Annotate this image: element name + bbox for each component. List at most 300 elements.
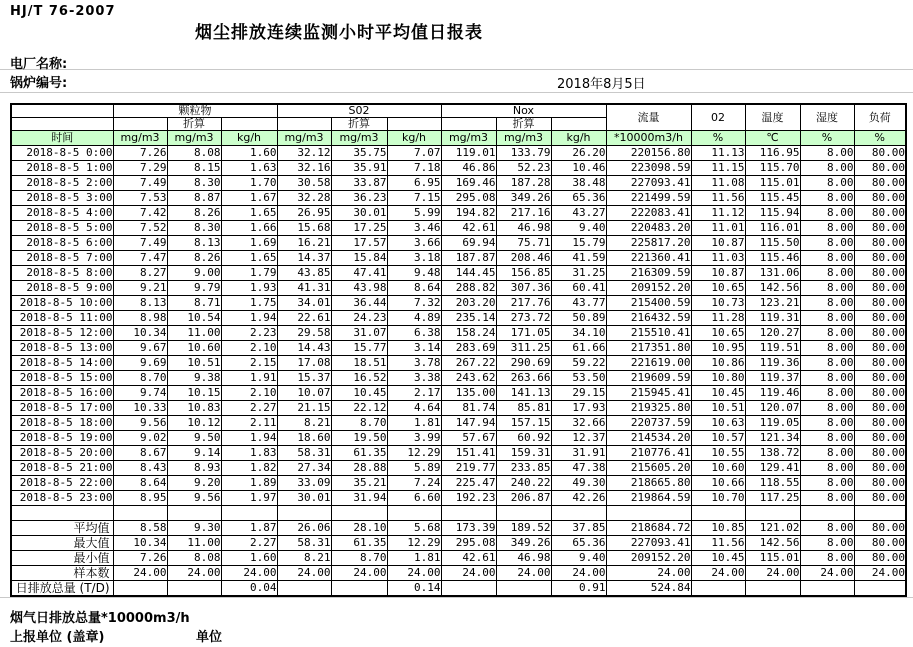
- cell: 6.38: [387, 326, 441, 341]
- summary-row: [11, 581, 906, 597]
- cell: 80.00: [854, 371, 906, 386]
- empty-cell: [691, 506, 745, 521]
- cell: 10.12: [167, 416, 221, 431]
- cell: 10.51: [167, 356, 221, 371]
- cell: 1.82: [221, 461, 277, 476]
- cell: 8.08: [167, 146, 221, 161]
- cell: 216309.59: [606, 266, 691, 281]
- cell: 9.56: [113, 416, 167, 431]
- cell: 58.31: [277, 536, 331, 551]
- cell: 10.45: [691, 386, 745, 401]
- so2-converted-header: 折算: [331, 118, 387, 131]
- cell: 10.66: [691, 476, 745, 491]
- cell: 7.24: [387, 476, 441, 491]
- cell: 10.51: [691, 401, 745, 416]
- cell: 151.41: [441, 446, 496, 461]
- cell: 10.87: [691, 266, 745, 281]
- cell: 221499.59: [606, 191, 691, 206]
- cell: 14.43: [277, 341, 331, 356]
- load-header: 负荷: [854, 104, 906, 131]
- data-row: [11, 326, 906, 341]
- cell: 80.00: [854, 266, 906, 281]
- cell: 3.99: [387, 431, 441, 446]
- cell: 115.70: [745, 161, 800, 176]
- cell: 119.51: [745, 341, 800, 356]
- cell: 11.00: [167, 536, 221, 551]
- cell: 8.70: [331, 551, 387, 566]
- cell: 24.00: [167, 566, 221, 581]
- cell: 9.40: [551, 221, 606, 236]
- summary-label-cell: [11, 581, 113, 597]
- cell: 4.89: [387, 311, 441, 326]
- cell: 1.70: [221, 176, 277, 191]
- cell: 119.05: [745, 416, 800, 431]
- cell: 11.08: [691, 176, 745, 191]
- cell: 225.47: [441, 476, 496, 491]
- cell: 8.00: [800, 491, 854, 506]
- cell: 203.20: [441, 296, 496, 311]
- cell: 28.10: [331, 521, 387, 536]
- time-cell: 2018-8-5 11:00: [11, 311, 113, 326]
- cell: 61.35: [331, 536, 387, 551]
- cell: 138.72: [745, 446, 800, 461]
- data-row: [11, 311, 906, 326]
- cell: [441, 581, 496, 597]
- cell: 215510.41: [606, 326, 691, 341]
- cell: 8.67: [113, 446, 167, 461]
- unit-cell: kg/h: [221, 131, 277, 146]
- cell: 31.94: [331, 491, 387, 506]
- cell: 349.26: [496, 536, 551, 551]
- cell: 37.85: [551, 521, 606, 536]
- cell: 144.45: [441, 266, 496, 281]
- data-row: [11, 191, 906, 206]
- cell: 8.00: [800, 341, 854, 356]
- cell: 8.00: [800, 476, 854, 491]
- cell: 119.31: [745, 311, 800, 326]
- cell: 119.01: [441, 146, 496, 161]
- cell: 18.51: [331, 356, 387, 371]
- cell: 1.91: [221, 371, 277, 386]
- cell: 7.52: [113, 221, 167, 236]
- cell: 219325.80: [606, 401, 691, 416]
- cell: 240.22: [496, 476, 551, 491]
- empty-cell: [331, 506, 387, 521]
- cell: 22.61: [277, 311, 331, 326]
- cell: 115.94: [745, 206, 800, 221]
- cell: 17.25: [331, 221, 387, 236]
- cell: 36.44: [331, 296, 387, 311]
- cell: 116.01: [745, 221, 800, 236]
- cell: 1.65: [221, 206, 277, 221]
- cell: 15.68: [277, 221, 331, 236]
- cell: 2.10: [221, 341, 277, 356]
- cell: 46.98: [496, 551, 551, 566]
- cell: 10.33: [113, 401, 167, 416]
- cell: 7.26: [113, 146, 167, 161]
- cell: 267.22: [441, 356, 496, 371]
- cell: 80.00: [854, 521, 906, 536]
- data-row: [11, 161, 906, 176]
- cell: 10.34: [113, 536, 167, 551]
- cell: 26.95: [277, 206, 331, 221]
- empty-cell: [854, 506, 906, 521]
- cell: 24.00: [691, 566, 745, 581]
- cell: 47.41: [331, 266, 387, 281]
- cell: 8.13: [167, 236, 221, 251]
- empty-cell: [387, 506, 441, 521]
- cell: 8.00: [800, 161, 854, 176]
- cell: 263.66: [496, 371, 551, 386]
- time-cell: 2018-8-5 21:00: [11, 461, 113, 476]
- cell: 171.05: [496, 326, 551, 341]
- cell: 8.26: [167, 251, 221, 266]
- header-spacer: [11, 118, 113, 131]
- summary-row: [11, 521, 906, 536]
- cell: 8.00: [800, 296, 854, 311]
- cell: 80.00: [854, 206, 906, 221]
- cell: 169.46: [441, 176, 496, 191]
- cell: 24.23: [331, 311, 387, 326]
- cell: 85.81: [496, 401, 551, 416]
- cell: 10.45: [691, 551, 745, 566]
- cell: 8.71: [167, 296, 221, 311]
- header-spacer: [551, 118, 606, 131]
- cell: 7.32: [387, 296, 441, 311]
- data-row: [11, 251, 906, 266]
- unit-label: 单位: [196, 630, 223, 645]
- cell: 26.06: [277, 521, 331, 536]
- cell: 295.08: [441, 536, 496, 551]
- cell: 115.45: [745, 191, 800, 206]
- cell: 2.11: [221, 416, 277, 431]
- cell: 15.84: [331, 251, 387, 266]
- header-spacer: [441, 118, 496, 131]
- cell: 0.14: [387, 581, 441, 597]
- cell: 8.58: [113, 521, 167, 536]
- cell: 80.00: [854, 386, 906, 401]
- header-spacer: [387, 118, 441, 131]
- cell: 80.00: [854, 356, 906, 371]
- cell: 9.79: [167, 281, 221, 296]
- cell: 227093.41: [606, 176, 691, 191]
- unit-cell: mg/m3: [167, 131, 221, 146]
- cell: 524.84: [606, 581, 691, 597]
- cell: 7.15: [387, 191, 441, 206]
- cell: 9.48: [387, 266, 441, 281]
- cell: 24.00: [331, 566, 387, 581]
- cell: [745, 581, 800, 597]
- cell: 8.95: [113, 491, 167, 506]
- cell: 1.75: [221, 296, 277, 311]
- cell: 147.94: [441, 416, 496, 431]
- cell: 119.46: [745, 386, 800, 401]
- cell: 80.00: [854, 326, 906, 341]
- cell: 8.00: [800, 311, 854, 326]
- cell: 80.00: [854, 401, 906, 416]
- so2-group-header: S02: [277, 104, 441, 118]
- cell: 9.69: [113, 356, 167, 371]
- cell: 209152.20: [606, 281, 691, 296]
- cell: 243.62: [441, 371, 496, 386]
- cell: 115.46: [745, 251, 800, 266]
- cell: 24.00: [606, 566, 691, 581]
- cell: 8.70: [113, 371, 167, 386]
- cell: 8.00: [800, 461, 854, 476]
- cell: 9.40: [551, 551, 606, 566]
- cell: 60.41: [551, 281, 606, 296]
- cell: 7.26: [113, 551, 167, 566]
- time-cell: 2018-8-5 19:00: [11, 431, 113, 446]
- cell: 120.27: [745, 326, 800, 341]
- cell: 221360.41: [606, 251, 691, 266]
- cell: 9.50: [167, 431, 221, 446]
- cell: 61.35: [331, 446, 387, 461]
- time-cell: 2018-8-5 22:00: [11, 476, 113, 491]
- cell: 8.00: [800, 281, 854, 296]
- cell: 12.29: [387, 536, 441, 551]
- empty-cell: [167, 506, 221, 521]
- time-cell: 2018-8-5 18:00: [11, 416, 113, 431]
- cell: 3.14: [387, 341, 441, 356]
- cell: 187.87: [441, 251, 496, 266]
- cell: 10.65: [691, 326, 745, 341]
- cell: 9.21: [113, 281, 167, 296]
- cell: 121.34: [745, 431, 800, 446]
- cell: 17.57: [331, 236, 387, 251]
- cell: 11.13: [691, 146, 745, 161]
- cell: 10.63: [691, 416, 745, 431]
- cell: 6.95: [387, 176, 441, 191]
- cell: 220156.80: [606, 146, 691, 161]
- cell: 1.65: [221, 251, 277, 266]
- summary-label: 样本数: [73, 566, 110, 580]
- cell: 10.83: [167, 401, 221, 416]
- cell: 58.31: [277, 446, 331, 461]
- cell: 11.56: [691, 536, 745, 551]
- o2-header: 02: [691, 104, 745, 131]
- cell: 222083.41: [606, 206, 691, 221]
- cell: 1.67: [221, 191, 277, 206]
- header-spacer: [221, 118, 277, 131]
- cell: 31.07: [331, 326, 387, 341]
- cell: [854, 581, 906, 597]
- cell: 80.00: [854, 446, 906, 461]
- time-cell: 2018-8-5 7:00: [11, 251, 113, 266]
- cell: 10.80: [691, 371, 745, 386]
- cell: 10.73: [691, 296, 745, 311]
- cell: 10.65: [691, 281, 745, 296]
- cell: 32.16: [277, 161, 331, 176]
- cell: 4.64: [387, 401, 441, 416]
- cell: 11.01: [691, 221, 745, 236]
- cell: 36.23: [331, 191, 387, 206]
- data-row: [11, 206, 906, 221]
- cell: 34.10: [551, 326, 606, 341]
- summary-label: 平均值: [73, 521, 110, 535]
- time-cell: 2018-8-5 14:00: [11, 356, 113, 371]
- time-cell: 2018-8-5 23:00: [11, 491, 113, 506]
- cell: 32.12: [277, 146, 331, 161]
- cell: 80.00: [854, 491, 906, 506]
- cell: 42.61: [441, 221, 496, 236]
- cell: 8.00: [800, 521, 854, 536]
- data-row: [11, 431, 906, 446]
- cell: 11.15: [691, 161, 745, 176]
- flow-header: 流量: [606, 104, 691, 131]
- cell: 9.14: [167, 446, 221, 461]
- cell: 8.98: [113, 311, 167, 326]
- time-header: 时间: [11, 131, 113, 146]
- cell: 214534.20: [606, 431, 691, 446]
- cell: 288.82: [441, 281, 496, 296]
- cell: 10.70: [691, 491, 745, 506]
- cell: 121.02: [745, 521, 800, 536]
- cell: 187.28: [496, 176, 551, 191]
- cell: 53.50: [551, 371, 606, 386]
- cell: 273.72: [496, 311, 551, 326]
- unit-cell: mg/m3: [441, 131, 496, 146]
- cell: 57.67: [441, 431, 496, 446]
- cell: 217.16: [496, 206, 551, 221]
- cell: 2.15: [221, 356, 277, 371]
- cell: 10.60: [691, 461, 745, 476]
- cell: 9.67: [113, 341, 167, 356]
- time-cell: 2018-8-5 6:00: [11, 236, 113, 251]
- cell: 24.00: [387, 566, 441, 581]
- cell: 3.18: [387, 251, 441, 266]
- cell: 8.70: [331, 416, 387, 431]
- cell: 217.76: [496, 296, 551, 311]
- cell: 11.28: [691, 311, 745, 326]
- nox-group-header: Nox: [441, 104, 606, 118]
- cell: 10.45: [331, 386, 387, 401]
- cell: 80.00: [854, 191, 906, 206]
- cell: 24.00: [113, 566, 167, 581]
- cell: 9.56: [167, 491, 221, 506]
- cell: 80.00: [854, 431, 906, 446]
- cell: 38.48: [551, 176, 606, 191]
- data-row: [11, 401, 906, 416]
- time-cell: 2018-8-5 12:00: [11, 326, 113, 341]
- separator-row: [11, 506, 906, 521]
- cell: 227093.41: [606, 536, 691, 551]
- cell: 290.69: [496, 356, 551, 371]
- cell: 8.00: [800, 536, 854, 551]
- cell: 206.87: [496, 491, 551, 506]
- cell: 173.39: [441, 521, 496, 536]
- cell: 8.00: [800, 551, 854, 566]
- cell: 0.04: [221, 581, 277, 597]
- cell: 117.25: [745, 491, 800, 506]
- cell: 129.41: [745, 461, 800, 476]
- empty-cell: [606, 506, 691, 521]
- cell: 24.00: [277, 566, 331, 581]
- cell: 123.21: [745, 296, 800, 311]
- data-row: [11, 416, 906, 431]
- unit-cell: %: [800, 131, 854, 146]
- cell: 156.85: [496, 266, 551, 281]
- cell: 61.66: [551, 341, 606, 356]
- cell: 12.29: [387, 446, 441, 461]
- cell: 192.23: [441, 491, 496, 506]
- cell: 8.00: [800, 431, 854, 446]
- cell: 8.30: [167, 221, 221, 236]
- cell: 35.91: [331, 161, 387, 176]
- cell: 8.00: [800, 266, 854, 281]
- cell: 18.60: [277, 431, 331, 446]
- cell: 8.00: [800, 191, 854, 206]
- cell: 115.01: [745, 551, 800, 566]
- data-row: [11, 341, 906, 356]
- cell: 65.36: [551, 536, 606, 551]
- cell: 21.15: [277, 401, 331, 416]
- cell: 2.27: [221, 536, 277, 551]
- time-cell: 2018-8-5 9:00: [11, 281, 113, 296]
- time-cell: 2018-8-5 8:00: [11, 266, 113, 281]
- cell: 47.38: [551, 461, 606, 476]
- header-row-groups: [11, 104, 906, 118]
- empty-cell: [745, 506, 800, 521]
- cell: 233.85: [496, 461, 551, 476]
- data-row: [11, 446, 906, 461]
- cell: 141.13: [496, 386, 551, 401]
- cell: 219864.59: [606, 491, 691, 506]
- cell: 1.66: [221, 221, 277, 236]
- cell: 1.60: [221, 551, 277, 566]
- data-row: [11, 296, 906, 311]
- cell: 24.00: [854, 566, 906, 581]
- cell: 8.26: [167, 206, 221, 221]
- cell: 7.42: [113, 206, 167, 221]
- unit-cell: kg/h: [387, 131, 441, 146]
- cell: 8.93: [167, 461, 221, 476]
- cell: 80.00: [854, 416, 906, 431]
- summary-label: 日排放总量 (T/D): [15, 581, 110, 595]
- temp-header: 温度: [745, 104, 800, 131]
- unit-cell: %: [854, 131, 906, 146]
- cell: 7.53: [113, 191, 167, 206]
- cell: 80.00: [854, 311, 906, 326]
- cell: 209152.20: [606, 551, 691, 566]
- data-row: [11, 491, 906, 506]
- cell: 9.30: [167, 521, 221, 536]
- cell: 1.83: [221, 446, 277, 461]
- cell: 80.00: [854, 551, 906, 566]
- time-cell: 2018-8-5 5:00: [11, 221, 113, 236]
- cell: 1.94: [221, 431, 277, 446]
- cell: 33.09: [277, 476, 331, 491]
- cell: 215605.20: [606, 461, 691, 476]
- summary-label-cell: [11, 551, 113, 566]
- cell: 8.43: [113, 461, 167, 476]
- reporting-unit-label: 上报单位 (盖章): [10, 630, 105, 645]
- cell: 24.00: [800, 566, 854, 581]
- cell: 8.21: [277, 416, 331, 431]
- cell: 9.38: [167, 371, 221, 386]
- cell: 3.66: [387, 236, 441, 251]
- cell: 24.00: [441, 566, 496, 581]
- cell: 7.47: [113, 251, 167, 266]
- header-spacer: [113, 118, 167, 131]
- summary-row: [11, 536, 906, 551]
- cell: 34.01: [277, 296, 331, 311]
- cell: 2.27: [221, 401, 277, 416]
- cell: 15.77: [331, 341, 387, 356]
- cell: 80.00: [854, 476, 906, 491]
- time-cell: 2018-8-5 17:00: [11, 401, 113, 416]
- cell: 10.60: [167, 341, 221, 356]
